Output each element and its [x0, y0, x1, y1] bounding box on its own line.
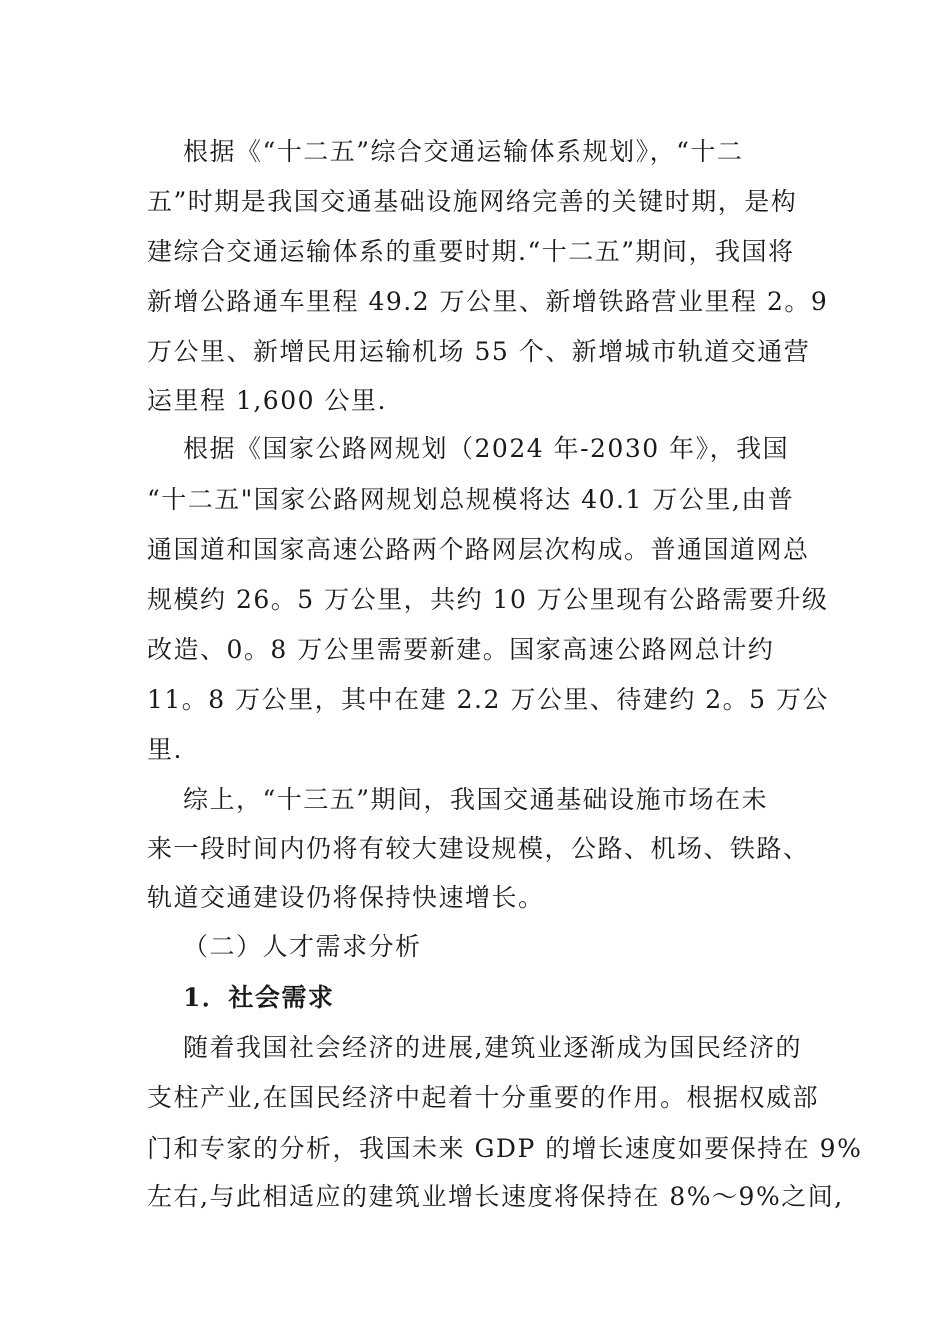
paragraph-4-line-2: 支柱产业,在国民经济中起着十分重要的作用。根据权威部 [147, 1083, 819, 1112]
paragraph-1-line-5: 万公里、新增民用运输机场 55 个、新增城市轨道交通营 [147, 337, 811, 366]
paragraph-4-line-3: 门和专家的分析，我国未来 GDP 的增长速度如要保持在 9% [147, 1134, 863, 1163]
paragraph-2-line-6: 11。8 万公里，其中在建 2.2 万公里、待建约 2。5 万公 [147, 685, 830, 714]
paragraph-1-line-3: 建综合交通运输体系的重要时期.“十二五”期间，我国将 [147, 237, 795, 266]
paragraph-2-line-7: 里. [147, 735, 183, 764]
paragraph-1-line-2: 五”时期是我国交通基础设施网络完善的关键时期，是构 [147, 187, 798, 216]
paragraph-1-line-4: 新增公路通车里程 49.2 万公里、新增铁路营业里程 2。9 [147, 287, 829, 316]
paragraph-2-line-4: 规模约 26。5 万公里，共约 10 万公里现有公路需要升级 [147, 585, 829, 614]
subsection-heading: 1．社会需求 [183, 983, 335, 1012]
paragraph-1-line-1: 根据《“十二五”综合交通运输体系规划》，“十二 [183, 137, 744, 166]
paragraph-4-line-1: 随着我国社会经济的进展,建筑业逐渐成为国民经济的 [183, 1033, 802, 1062]
section-heading: （二）人才需求分析 [183, 932, 422, 961]
paragraph-2-line-2: “十二五"国家公路网规划总规模将达 40.1 万公里,由普 [147, 485, 795, 514]
paragraph-4-line-4: 左右,与此相适应的建筑业增长速度将保持在 8%～9%之间, [147, 1182, 844, 1211]
paragraph-2-line-3: 通国道和国家高速公路两个路网层次构成。普通国道网总 [147, 535, 810, 564]
paragraph-2-line-5: 改造、0。8 万公里需要新建。国家高速公路网总计约 [147, 635, 775, 664]
paragraph-3-line-3: 轨道交通建设仍将保持快速增长。 [147, 883, 545, 912]
paragraph-1-line-6: 运里程 1,600 公里. [147, 386, 387, 415]
paragraph-2-line-1: 根据《国家公路网规划（2024 年-2030 年》，我国 [183, 434, 790, 463]
paragraph-3-line-2: 来一段时间内仍将有较大建设规模，公路、机场、铁路、 [147, 834, 810, 863]
paragraph-3-line-1: 综上，“十三五”期间，我国交通基础设施市场在未 [183, 785, 769, 814]
